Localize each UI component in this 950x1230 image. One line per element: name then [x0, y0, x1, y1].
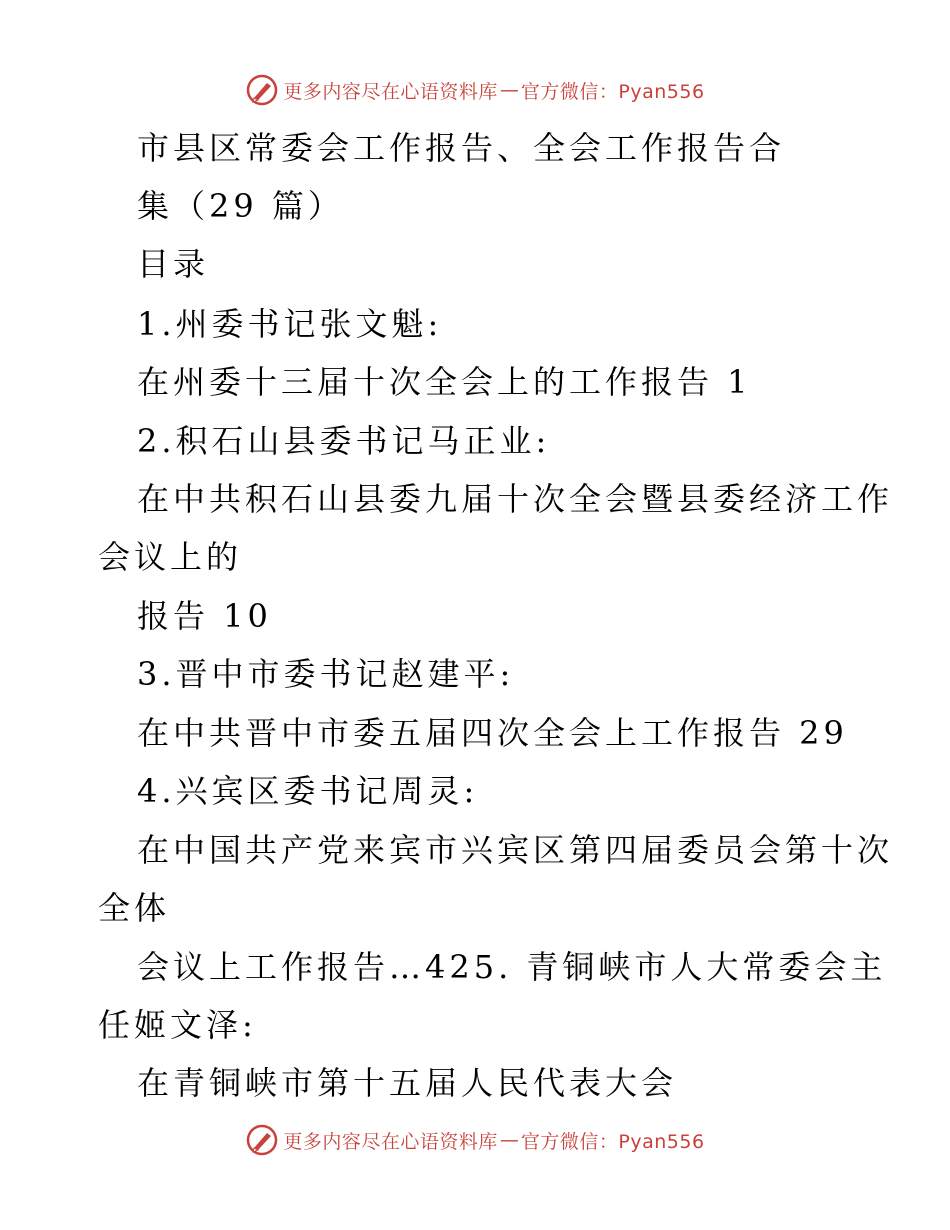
doc-title-line-2: 集（29 篇） — [137, 187, 344, 225]
header-watermark — [0, 70, 950, 110]
toc-item-2-page: 报告 10 — [137, 597, 272, 635]
toc-item-5-author-cont: 任姬文泽: — [98, 1006, 257, 1044]
watermark-suffix: 官方微信：Pyan556 — [520, 1130, 705, 1153]
toc-item-1-title: 在州委十三届十次全会上的工作报告 1 — [137, 363, 752, 401]
toc-item-4-author: 4.兴宾区委书记周灵: — [137, 772, 479, 810]
toc-heading: 目录 — [137, 245, 210, 283]
pen-logo-icon — [245, 1123, 279, 1157]
toc-item-2-author: 2.积石山县委书记马正业: — [137, 422, 551, 460]
watermark-suffix: 官方微信：Pyan556 — [520, 80, 705, 103]
toc-item-3-author: 3.晋中市委书记赵建平: — [137, 655, 515, 693]
pen-logo-icon — [245, 73, 279, 107]
toc-item-2-title-cont: 会议上的 — [98, 538, 243, 576]
watermark-separator: — — [499, 79, 519, 101]
toc-item-3-title: 在中共晋中市委五届四次全会上工作报告 29 — [137, 714, 848, 752]
watermark-text: 更多内容尽在心语资料库 — [283, 80, 498, 103]
toc-item-5-title: 在青铜峡市第十五届人民代表大会 — [137, 1064, 678, 1102]
watermark-separator: — — [499, 1129, 519, 1151]
toc-item-1-author: 1.州委书记张文魁: — [137, 305, 443, 343]
toc-item-4-title-cont: 全体 — [98, 889, 171, 927]
toc-item-2-title: 在中共积石山县委九届十次全会暨县委经济工作 — [137, 480, 894, 518]
toc-item-4-5-line: 会议上工作报告…425. 青铜峡市人大常委会主 — [137, 948, 887, 986]
toc-item-4-title: 在中国共产党来宾市兴宾区第四届委员会第十次 — [137, 831, 894, 869]
doc-title-line-1: 市县区常委会工作报告、全会工作报告合 — [137, 129, 786, 167]
footer-watermark — [0, 1120, 950, 1160]
watermark-text: 更多内容尽在心语资料库 — [283, 1130, 498, 1153]
